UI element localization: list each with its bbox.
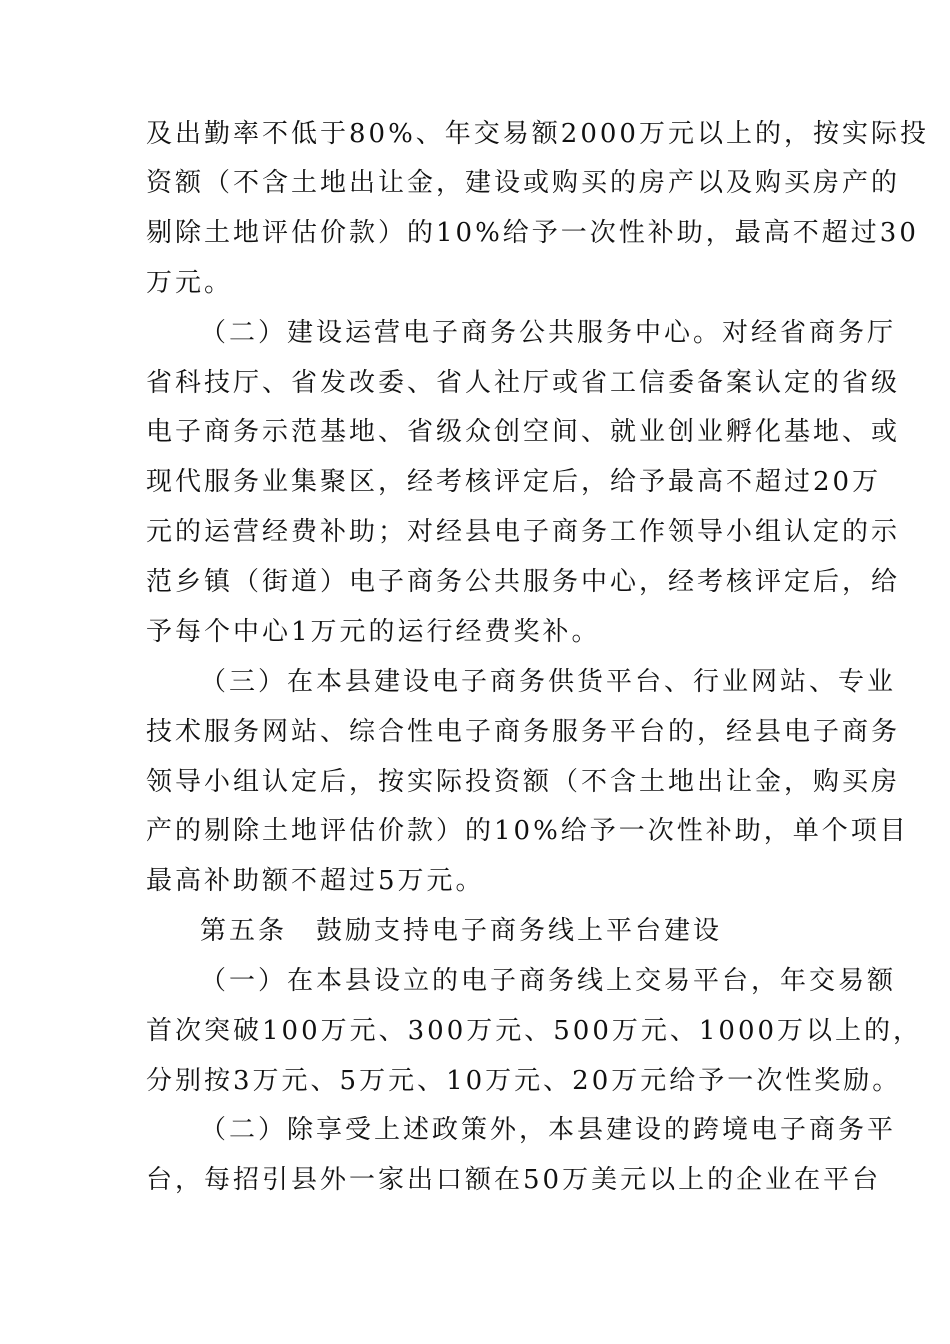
text-line-2: 资额（不含土地出让金，建设或购买的房产以及购买房产的 bbox=[146, 168, 901, 198]
text-line-22: 台，每招引县外一家出口额在50万美元以上的企业在平台 bbox=[146, 1165, 882, 1195]
text-line-1: 及出勤率不低于80%、年交易额2000万元以上的，按实际投 bbox=[146, 119, 929, 149]
text-line-5: （二）建设运营电子商务公共服务中心。对经省商务厅 bbox=[200, 318, 897, 348]
text-line-8: 现代服务业集聚区，经考核评定后，给予最高不超过20万 bbox=[146, 467, 882, 497]
article-heading: 第五条 鼓励支持电子商务线上平台建设 bbox=[200, 916, 723, 946]
text-line-13: 技术服务网站、综合性电子商务服务平台的，经县电子商务 bbox=[146, 717, 901, 747]
text-line-20: 分别按3万元、5万元、10万元、20万元给予一次性奖励。 bbox=[146, 1066, 902, 1096]
text-line-7: 电子商务示范基地、省级众创空间、就业创业孵化基地、或 bbox=[146, 417, 901, 447]
text-line-15: 产的剔除土地评估价款）的10%给予一次性补助，单个项目 bbox=[146, 816, 909, 846]
text-line-6: 省科技厅、省发改委、省人社厅或省工信委备案认定的省级 bbox=[146, 368, 901, 398]
text-line-9: 元的运营经费补助；对经县电子商务工作领导小组认定的示 bbox=[146, 517, 901, 547]
text-line-14: 领导小组认定后，按实际投资额（不含土地出让金，购买房 bbox=[146, 767, 901, 797]
text-line-21: （二）除享受上述政策外，本县建设的跨境电子商务平 bbox=[200, 1115, 897, 1145]
text-line-3: 剔除土地评估价款）的10%给予一次性补助，最高不超过30 bbox=[146, 218, 919, 248]
text-line-12: （三）在本县建设电子商务供货平台、行业网站、专业 bbox=[200, 667, 897, 697]
text-line-18: （一）在本县设立的电子商务线上交易平台，年交易额 bbox=[200, 966, 897, 996]
text-line-4: 万元。 bbox=[146, 268, 234, 298]
text-line-16: 最高补助额不超过5万元。 bbox=[146, 866, 485, 896]
text-line-11: 予每个中心1万元的运行经费奖补。 bbox=[146, 617, 601, 647]
text-line-19: 首次突破100万元、300万元、500万元、1000万以上的， bbox=[146, 1016, 923, 1046]
text-line-10: 范乡镇（街道）电子商务公共服务中心，经考核评定后，给 bbox=[146, 567, 901, 597]
